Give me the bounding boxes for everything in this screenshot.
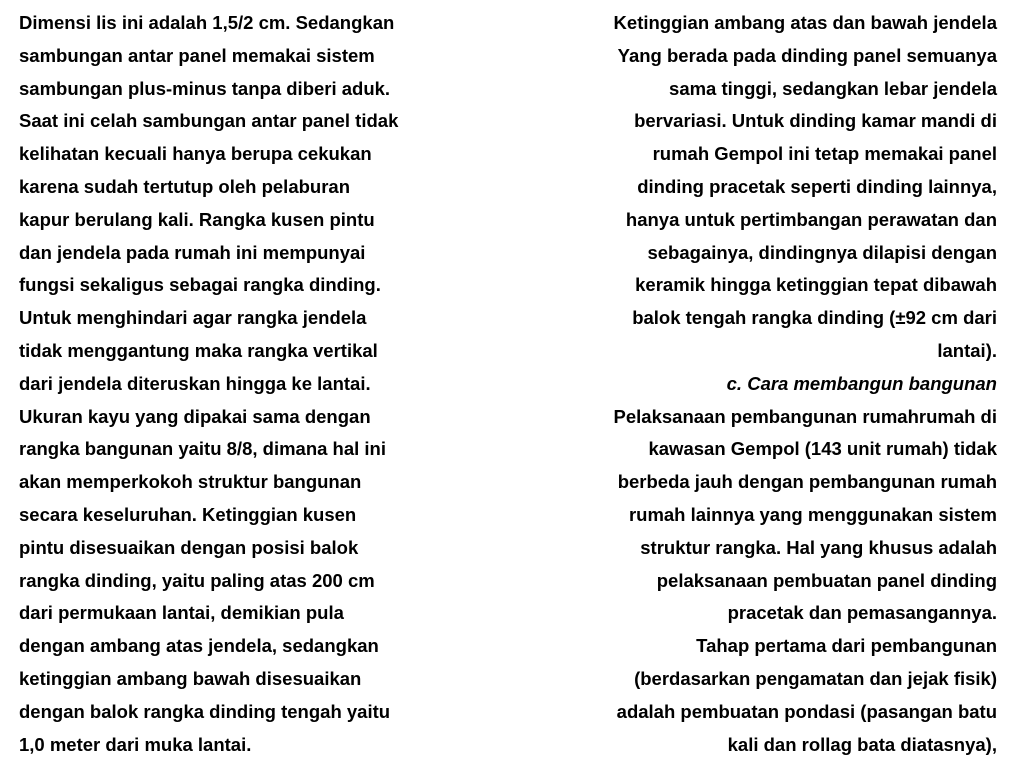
text-line: ketinggian ambang bawah disesuaikan: [19, 667, 362, 689]
text-line: kawasan Gempol (143 unit rumah) tidak: [648, 438, 997, 460]
text-line: kapur berulang kali. Rangka kusen pintu: [19, 208, 375, 230]
text-line: sambungan plus-minus tanpa diberi aduk.: [19, 77, 391, 99]
text-line: Tahap pertama dari pembangunan: [696, 635, 997, 657]
text-line: rangka bangunan yaitu 8/8, dimana hal ini: [19, 438, 387, 460]
text-line: Untuk menghindari agar rangka jendela: [19, 307, 367, 329]
text-line: fungsi sekaligus sebagai rangka dinding.: [19, 274, 381, 296]
text-line: kelihatan kecuali hanya berupa cekukan: [19, 143, 372, 165]
text-line: struktur rangka. Hal yang khusus adalah: [640, 536, 997, 558]
text-line: keramik hingga ketinggian tepat dibawah: [635, 274, 997, 296]
text-line: Ukuran kayu yang dipakai sama dengan: [19, 405, 371, 427]
text-line: dengan ambang atas jendela, sedangkan: [19, 635, 379, 657]
text-line: adalah pembuatan pondasi (pasangan batu: [616, 700, 997, 722]
text-line: Ketinggian ambang atas dan bawah jendela: [613, 12, 997, 33]
text-line: sama tinggi, sedangkan lebar jendela: [669, 77, 997, 99]
text-line: lantai).: [937, 339, 997, 361]
text-line: dari jendela diteruskan hingga ke lantai.: [19, 372, 371, 394]
text-line: balok tengah rangka dinding (±92 cm dari: [632, 307, 997, 329]
text-line: rangka dinding, yaitu paling atas 200 cm: [19, 569, 375, 591]
text-line: dari permukaan lantai, demikian pula: [19, 602, 344, 624]
text-line: dengan balok rangka dinding tengah yaitu: [19, 700, 391, 722]
text-line: sambungan antar panel memakai sistem: [19, 44, 375, 66]
text-line: bervariasi. Untuk dinding kamar mandi di: [634, 110, 997, 132]
text-line: tidak menggantung maka rangka vertikal: [19, 339, 378, 361]
right-text-column: [517, 7, 997, 761]
text-line: rumah Gempol ini tetap memakai panel: [652, 143, 997, 165]
text-line: sebagainya, dindingnya dilapisi dengan: [647, 241, 997, 263]
text-line: (berdasarkan pengamatan dan jejak fisik): [634, 667, 997, 689]
section-heading: c. Cara membangun bangunan: [726, 372, 997, 394]
text-line: secara keseluruhan. Ketinggian kusen: [19, 503, 357, 525]
text-line: Pelaksanaan pembangunan rumahrumah di: [613, 405, 997, 427]
text-line: Dimensi lis ini adalah 1,5/2 cm. Sedangkan: [19, 12, 395, 33]
text-line: berbeda jauh dengan pembangunan rumah: [617, 471, 997, 493]
text-line: dinding pracetak seperti dinding lainnya,: [637, 175, 997, 197]
text-line: pintu disesuaikan dengan posisi balok: [19, 536, 359, 558]
text-line: karena sudah tertutup oleh pelaburan: [19, 175, 351, 197]
left-text-column: [19, 7, 499, 761]
text-line: rumah lainnya yang menggunakan sistem: [628, 503, 997, 525]
text-line: kali dan rollag bata diatasnya),: [727, 733, 997, 755]
text-line: hanya untuk pertimbangan perawatan dan: [625, 208, 997, 230]
text-line: dan jendela pada rumah ini mempunyai: [19, 241, 366, 263]
text-line: Yang berada pada dinding panel semuanya: [617, 44, 997, 66]
text-line: Saat ini celah sambungan antar panel tidak: [19, 110, 399, 132]
text-line: pelaksanaan pembuatan panel dinding: [656, 569, 997, 591]
text-line: pracetak dan pemasangannya.: [727, 602, 997, 624]
text-line: 1,0 meter dari muka lantai.: [19, 733, 252, 755]
text-line: akan memperkokoh struktur bangunan: [19, 471, 362, 493]
